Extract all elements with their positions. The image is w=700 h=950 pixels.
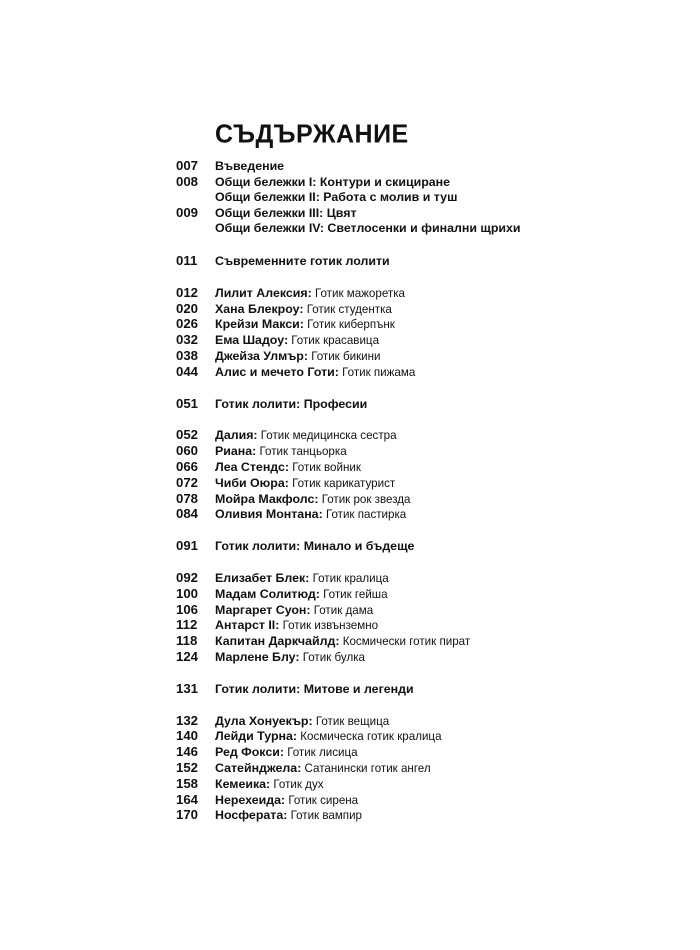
page-number: 009 (176, 205, 199, 221)
entry-title: Алис и мечето Готи: (215, 364, 339, 379)
page-number: 084 (176, 506, 199, 522)
entry-title: Дула Хонуекър: (215, 713, 313, 728)
entry-text (215, 682, 414, 698)
entry-subtitle: Готик извънземно (279, 619, 379, 633)
entry-subtitle: Космическа готик кралица (297, 730, 442, 744)
toc-section (176, 396, 636, 412)
entry-subtitle: Готик бикини (307, 349, 381, 363)
page-number: 038 (176, 347, 199, 363)
entry-title: Ема Шадоу: (215, 333, 289, 348)
entry-text (215, 634, 470, 650)
entry-text (215, 365, 415, 381)
entry-text (215, 221, 521, 237)
entry-subtitle: Готик кралица (309, 571, 389, 585)
entry-title: Готик лолити: Митове и легенди (215, 681, 414, 696)
entry-text (215, 761, 431, 777)
entry-title: Въведение (215, 159, 285, 173)
toc-entry[interactable] (176, 506, 636, 522)
entry-text (215, 808, 362, 824)
entry-text (215, 175, 450, 191)
toc-entry[interactable] (176, 617, 636, 633)
entry-title: Съвременните готик лолити (215, 253, 390, 268)
entry-text (215, 476, 395, 492)
entry-title: Капитан Даркчайлд: (215, 634, 340, 649)
entry-title: Крейзи Макси: (215, 317, 304, 332)
page-number: 060 (176, 443, 199, 459)
toc-section (176, 285, 636, 380)
entry-text (215, 254, 390, 270)
toc-section (176, 570, 636, 665)
toc-entry[interactable] (176, 364, 636, 380)
toc-entry[interactable] (176, 443, 636, 459)
entry-subtitle: Готик пижама (338, 365, 416, 379)
toc-entry[interactable] (176, 316, 636, 332)
toc-entry[interactable] (176, 760, 636, 776)
toc-entry[interactable] (176, 190, 636, 206)
page-number: 131 (176, 680, 199, 696)
entry-subtitle: Сатанински готик ангел (301, 761, 431, 775)
entry-title: Джейза Улмър: (215, 348, 308, 363)
toc-section (176, 538, 636, 554)
page-number: 146 (176, 744, 199, 760)
toc-entry[interactable] (176, 807, 636, 823)
entry-title: Готик лолити: Професии (215, 396, 368, 411)
entry-subtitle: Готик сирена (285, 793, 359, 807)
page-number: 132 (176, 712, 199, 728)
page-number: 011 (176, 252, 198, 268)
page-number: 078 (176, 490, 199, 506)
entry-title: Оливия Монтана: (215, 507, 323, 522)
entry-title: Ред Фокси: (215, 745, 284, 760)
toc-entry[interactable] (176, 332, 636, 348)
entry-subtitle: Готик карикатурист (288, 476, 396, 490)
toc-entry[interactable] (176, 538, 636, 554)
entry-text (215, 729, 442, 745)
entry-title: Марлене Блу: (215, 649, 300, 664)
entry-title: Лейди Турна: (215, 729, 298, 744)
page-number: 051 (176, 395, 199, 411)
entry-subtitle: Готик гейша (319, 587, 388, 601)
toc-entry[interactable] (176, 285, 636, 301)
entry-text (215, 302, 392, 318)
toc-section (176, 427, 636, 522)
entry-text (215, 317, 395, 333)
entry-title: Сатейнджела: (215, 760, 302, 775)
entry-text (215, 603, 373, 619)
entry-title: Леа Стендс: (215, 459, 290, 474)
entry-subtitle: Готик дух (270, 777, 324, 791)
toc-entry[interactable] (176, 348, 636, 364)
page-number: 007 (176, 158, 199, 173)
toc-entry[interactable] (176, 681, 636, 697)
toc-entry[interactable] (176, 570, 636, 586)
entry-title: Носферата: (215, 808, 288, 823)
page-number: 106 (176, 601, 199, 617)
entry-text (215, 650, 365, 666)
entry-title: Далия: (215, 428, 258, 443)
page-number: 118 (176, 633, 198, 649)
entry-subtitle: Готик киберпънк (303, 318, 395, 332)
entry-title: Общи бележки IV: Светлосенки и финални щрихи (215, 221, 521, 236)
entry-text (215, 159, 284, 175)
entry-subtitle: Готик мажоретка (311, 286, 405, 300)
entry-text (215, 587, 388, 603)
entry-title: Елизабет Блек: (215, 570, 310, 585)
entry-title: Общи бележки I: Контури и скициране (215, 174, 451, 189)
page-number: 100 (176, 585, 199, 601)
entry-text (215, 618, 378, 634)
entry-subtitle: Готик войник (289, 460, 361, 474)
entry-subtitle: Готик пастирка (322, 508, 407, 522)
toc-entry[interactable] (176, 792, 636, 808)
page-number: 012 (176, 284, 199, 300)
entry-subtitle: Готик красавица (288, 334, 380, 348)
page-number: 044 (176, 363, 199, 379)
page-number: 092 (176, 569, 199, 585)
entry-text (215, 539, 414, 555)
page-number: 052 (176, 427, 199, 443)
entry-text (215, 286, 405, 302)
toc-entry[interactable] (176, 586, 636, 602)
entry-text (215, 745, 358, 761)
entry-subtitle: Готик лисица (283, 746, 358, 760)
toc-entry[interactable] (176, 427, 636, 443)
entry-title: Общи бележки III: Цвят (215, 206, 357, 221)
entry-text (215, 206, 357, 222)
entry-text (215, 397, 367, 413)
toc-entry[interactable] (176, 633, 636, 649)
entry-subtitle: Готик дама (310, 603, 374, 617)
entry-subtitle: Готик танцьорка (256, 445, 347, 459)
entry-subtitle: Готик студентка (303, 302, 392, 316)
entry-title: Антарст II: (215, 618, 280, 633)
entry-text (215, 793, 358, 809)
entry-subtitle: Космически готик пират (339, 635, 471, 649)
toc-entry[interactable] (176, 602, 636, 618)
page-number: 032 (176, 332, 199, 348)
page-number: 140 (176, 728, 199, 744)
entry-text (215, 507, 406, 523)
table-of-contents (176, 158, 636, 839)
entry-text (215, 333, 379, 349)
entry-subtitle: Готик вампир (287, 809, 363, 823)
page-number: 112 (176, 617, 198, 633)
entry-title: Готик лолити: Минало и бъдеще (215, 539, 415, 554)
toc-entry[interactable] (176, 221, 636, 237)
entry-title: Риана: (215, 444, 257, 459)
entry-title: Маргарет Суон: (215, 602, 311, 617)
toc-entry[interactable] (176, 459, 636, 475)
toc-entry[interactable] (176, 475, 636, 491)
page-number: 066 (176, 458, 199, 474)
toc-entry[interactable] (176, 253, 636, 269)
entry-title: Общи бележки II: Работа с молив и туш (215, 189, 458, 204)
page-title: СЪДЪРЖАНИЕ (215, 119, 409, 149)
page-number: 164 (176, 791, 199, 807)
toc-entry[interactable] (176, 713, 636, 729)
entry-title: Лилит Алексия: (215, 285, 312, 300)
toc-entry[interactable] (176, 728, 636, 744)
entry-subtitle: Готик медицинска сестра (257, 429, 397, 443)
toc-entry[interactable] (176, 301, 636, 317)
entry-text (215, 714, 389, 730)
entry-subtitle: Готик вещица (312, 714, 390, 728)
entry-title: Мадам Солитюд: (215, 586, 320, 601)
entry-title: Нерехеида: (215, 792, 286, 807)
entry-subtitle: Готик булка (299, 650, 365, 664)
page-number: 008 (176, 173, 199, 189)
toc-section (176, 158, 636, 237)
toc-entry[interactable] (176, 158, 636, 174)
entry-text (215, 460, 361, 476)
toc-entry[interactable] (176, 776, 636, 792)
page-number: 072 (176, 474, 199, 490)
entry-title: Хана Блекроу: (215, 301, 304, 316)
page-number: 091 (176, 538, 199, 554)
toc-entry[interactable] (176, 396, 636, 412)
page-number: 170 (176, 807, 199, 823)
entry-text (215, 428, 397, 444)
toc-entry[interactable] (176, 744, 636, 760)
page-number: 152 (176, 759, 199, 775)
entry-text (215, 444, 347, 460)
toc-section (176, 681, 636, 697)
entry-title: Чиби Оюра: (215, 475, 289, 490)
entry-title: Мойра Макфолс: (215, 491, 319, 506)
toc-entry[interactable] (176, 649, 636, 665)
entry-text (215, 349, 381, 365)
page-number: 020 (176, 300, 199, 316)
entry-text (215, 571, 389, 587)
toc-entry[interactable] (176, 491, 636, 507)
entry-text (215, 777, 324, 793)
toc-section (176, 253, 636, 269)
entry-subtitle: Готик рок звезда (318, 492, 411, 506)
entry-title: Кемеика: (215, 776, 271, 791)
page-number: 158 (176, 775, 199, 791)
entry-text (215, 492, 410, 508)
page-number: 124 (176, 648, 199, 664)
toc-entry[interactable] (176, 205, 636, 221)
toc-section (176, 713, 636, 824)
entry-text (215, 190, 457, 206)
toc-entry[interactable] (176, 174, 636, 190)
page-number: 026 (176, 316, 199, 332)
